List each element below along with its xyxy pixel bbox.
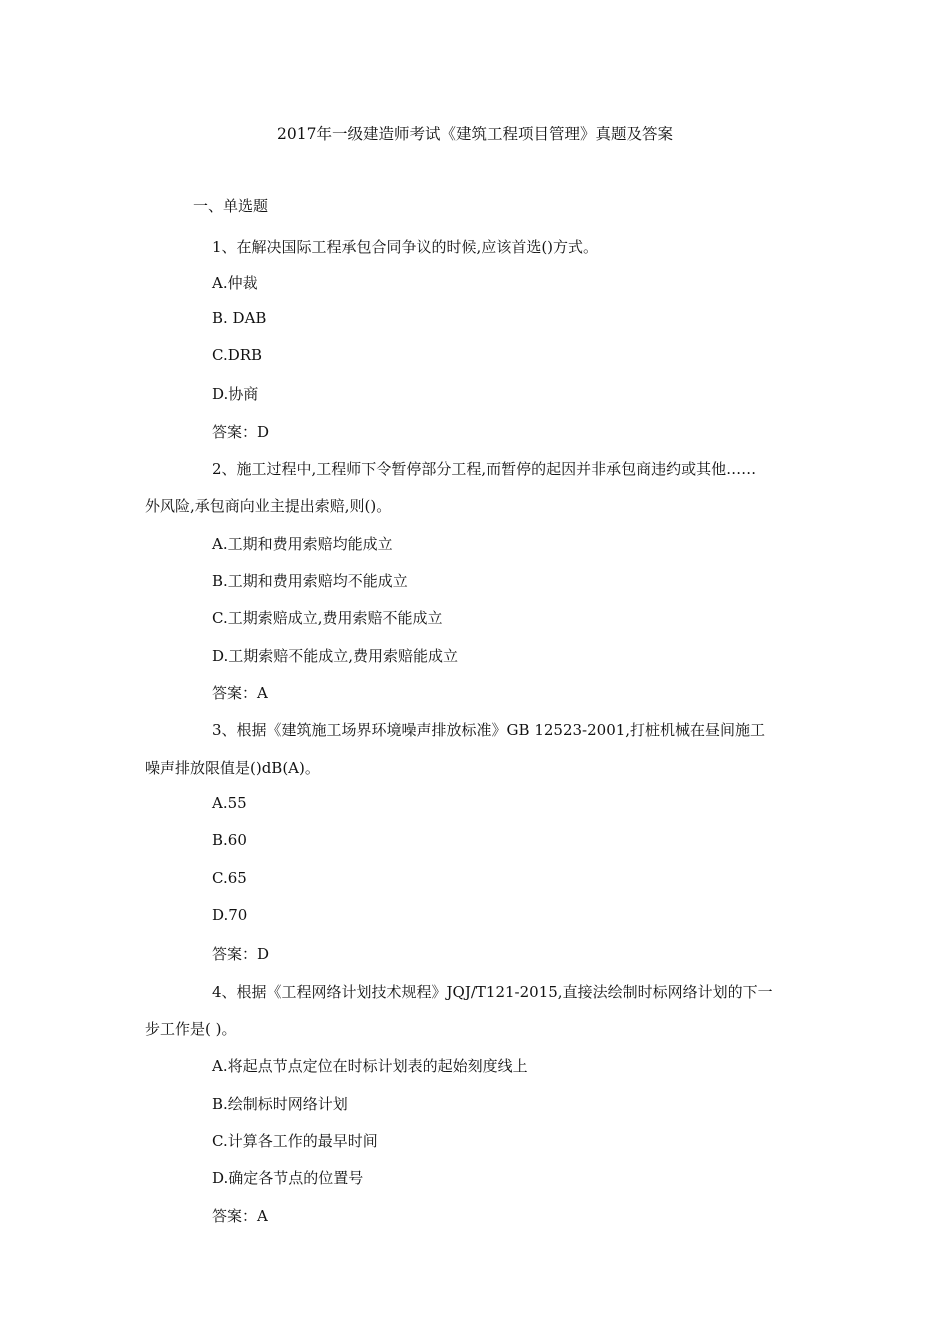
question-2-stem-continued: 外风险,承包商向业主提出索赔,则()。 xyxy=(145,497,392,515)
question-2-option-d: D.工期索赔不能成立,费用索赔能成立 xyxy=(212,647,459,665)
question-1-option-a: A.仲裁 xyxy=(212,274,258,292)
question-4-option-a: A.将起点节点定位在时标计划表的起始刻度线上 xyxy=(212,1057,528,1075)
question-2-answer: 答案：A xyxy=(212,684,268,702)
question-1-option-c: C.DRB xyxy=(212,346,263,364)
question-4-option-b: B.绘制标时网络计划 xyxy=(212,1095,348,1113)
question-3-answer: 答案：D xyxy=(212,945,270,963)
question-3-stem-continued: 噪声排放限值是()dB(A)。 xyxy=(145,759,320,777)
question-3-option-b: B.60 xyxy=(212,831,247,849)
question-4-stem-continued: 步工作是( )。 xyxy=(145,1020,237,1038)
question-4-option-d: D.确定各节点的位置号 xyxy=(212,1169,364,1187)
question-4-option-c: C.计算各工作的最早时间 xyxy=(212,1132,378,1150)
question-1-option-d: D.协商 xyxy=(212,385,259,403)
question-1-stem: 1、在解决国际工程承包合同争议的时候,应该首选()方式。 xyxy=(212,238,599,256)
question-4-stem: 4、根据《工程网络计划技术规程》JQJ/T121-2015,直接法绘制时标网络计划的下一 xyxy=(212,983,773,1001)
question-3-option-a: A.55 xyxy=(212,794,247,812)
question-4-answer: 答案：A xyxy=(212,1207,268,1225)
question-3-stem: 3、根据《建筑施工场界环境噪声排放标准》GB 12523-2001,打桩机械在昼间施工 xyxy=(212,721,766,739)
question-3-option-d: D.70 xyxy=(212,906,248,924)
question-1-option-b: B. DAB xyxy=(212,309,267,327)
document-title: 2017年一级建造师考试《建筑工程项目管理》真题及答案 xyxy=(277,125,673,143)
question-3-option-c: C.65 xyxy=(212,869,247,887)
question-1-answer: 答案：D xyxy=(212,423,270,441)
question-2-option-a: A.工期和费用索赔均能成立 xyxy=(212,535,393,553)
question-2-option-b: B.工期和费用索赔均不能成立 xyxy=(212,572,408,590)
section-heading: 一、单选题 xyxy=(193,197,269,215)
question-2-stem: 2、施工过程中,工程师下令暂停部分工程,而暂停的起因并非承包商违约或其他…… xyxy=(212,460,757,478)
question-2-option-c: C.工期索赔成立,费用索赔不能成立 xyxy=(212,609,443,627)
